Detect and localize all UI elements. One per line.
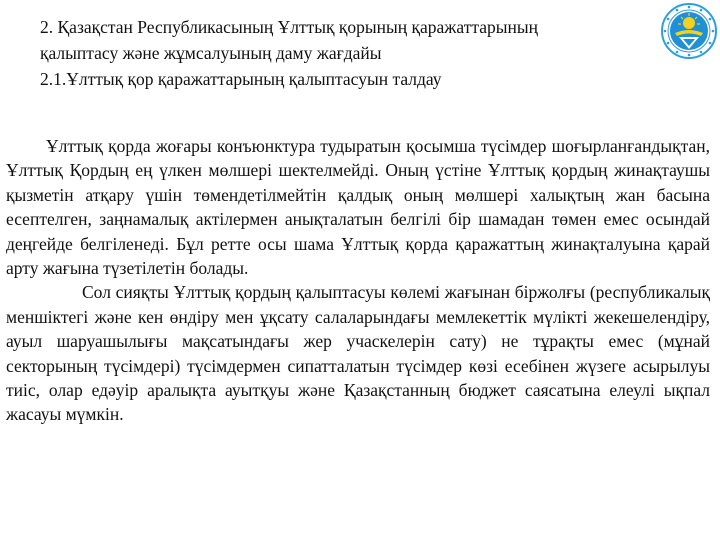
main-text: [6, 134, 710, 427]
paragraph-2: Сол сияқты Ұлттық қордың қалыптасуы көлемі жағынан біржолғы (республикалық меншіктегі және кен өндіру мен ұқсату салаларындағы мемлекеттік мүлікті жекешелендіру, ауыл шаруашылығы мақсатындағы жер учаскелерін сату) не тұрақты емес (мұнай секторының түсімдері) түсімдермен сипатталатын түсімдер көзі есебінен жүзеге асырылуы тиіс, олар едәуір аралықта ауытқуы және Қазақстанның бюджет саясатына елеулі ықпал жасауы мүмкін.: [6, 282, 710, 425]
heading-line-1: 2. Қазақстан Республикасының Ұлттық қорының қаражаттарының: [40, 17, 538, 37]
university-emblem-icon: [661, 3, 717, 59]
heading-line-3: 2.1.Ұлттық қор қаражаттарының қалыптасуын талдау: [40, 69, 442, 89]
paragraph-1: Ұлттық қорда жоғары конъюнктура тудыратын қосымша түсімдер шоғырланғандықтан, Ұлттық Қордың ең үлкен мөлшері шектелмейді. Оның үстіне Ұлттық қордың жинақтаушы қызметін атқару үшін төмендетілмейтін қалдық оның мөлшері халықтың жан басына есептелген, заңнамалық актілермен анықталатын белгілі бір шамадан төмен емес осындай деңгейде белгіленеді. Бұл ретте осы шама Ұлттық қорда қаражаттың жинақталуына қарай арту жағына түзетілетін болады.: [6, 136, 710, 279]
heading-line-2: қалыптасу және жұмсалуының даму жағдайы: [40, 43, 382, 63]
slide-heading: [40, 14, 640, 92]
